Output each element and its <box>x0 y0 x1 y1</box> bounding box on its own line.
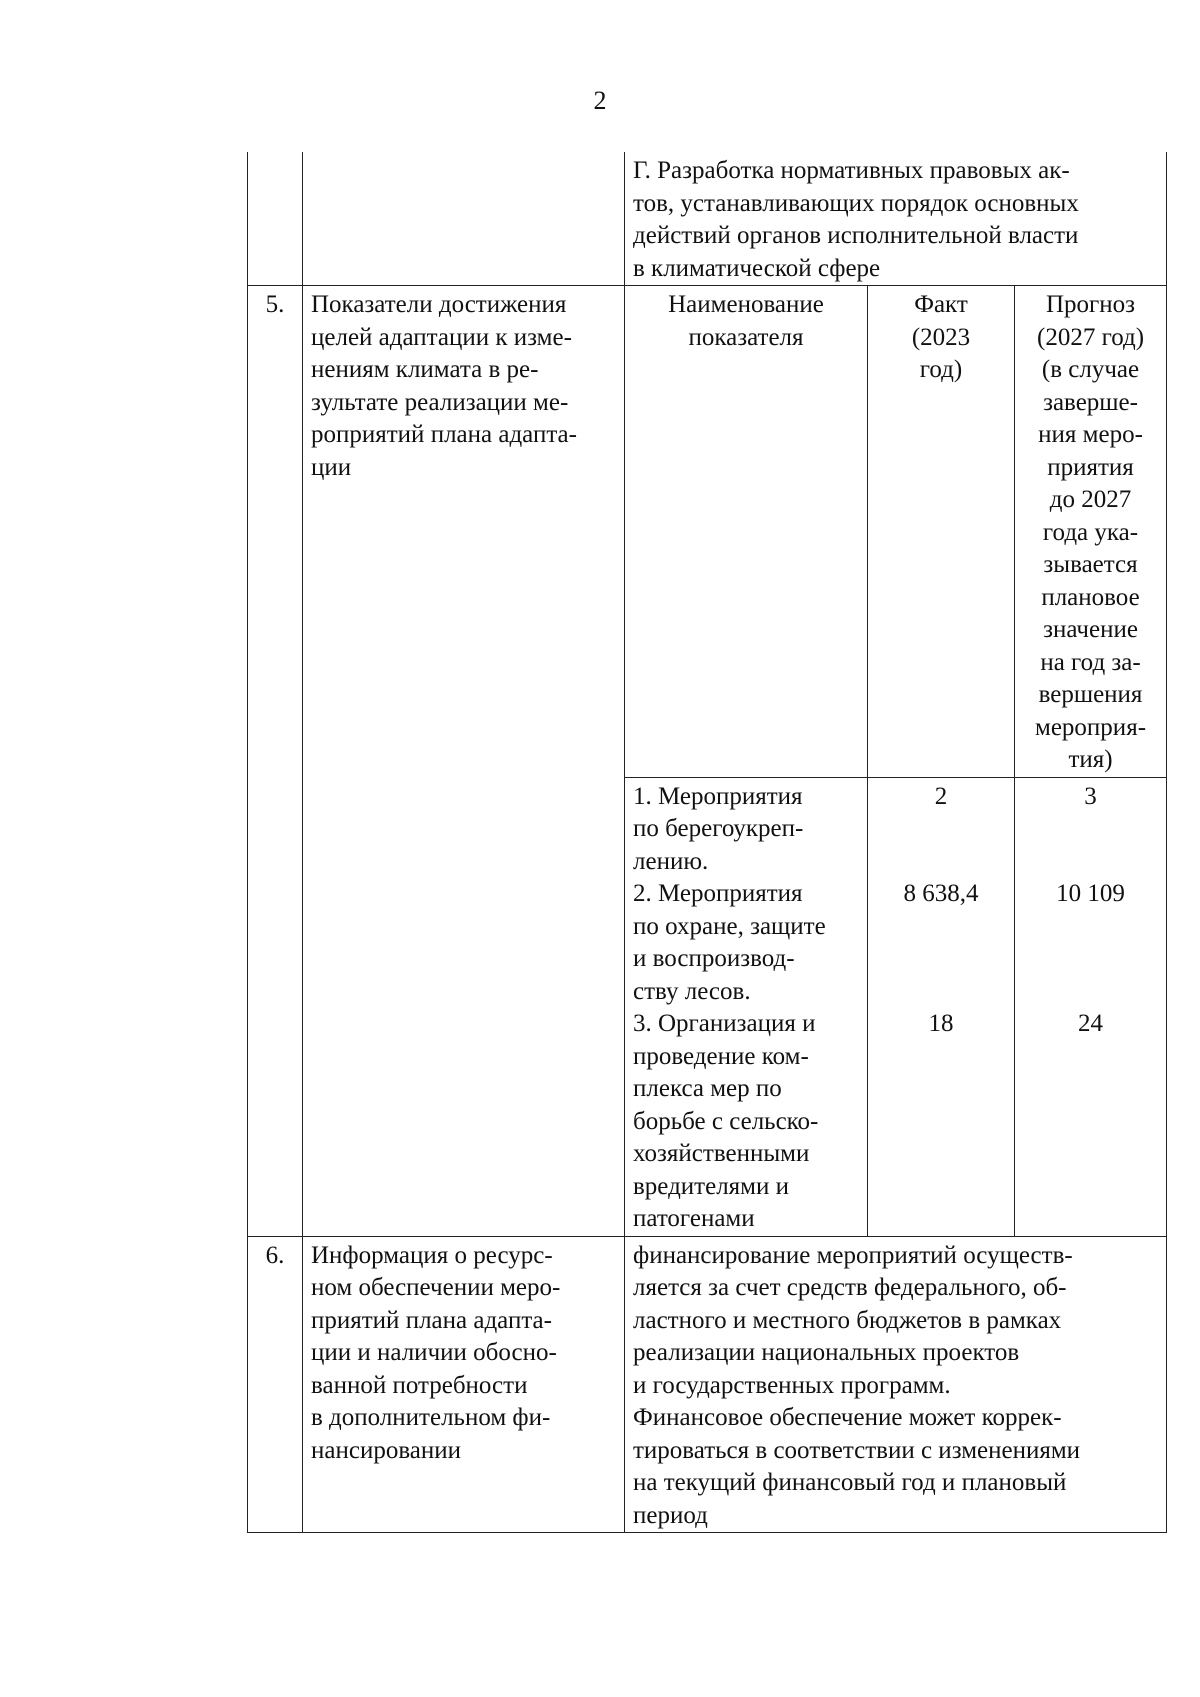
fact-header-line: год) <box>919 356 963 383</box>
row-6-label-cell <box>303 1236 625 1533</box>
row-6-content-line: ластного и местного бюджетов в рамках <box>633 1306 1062 1334</box>
indicator-name-line: по берегоукреп- <box>633 815 804 842</box>
indicator-name-line: патогенами <box>633 1205 755 1232</box>
forecast-value-3 <box>1023 1008 1158 1041</box>
indicator-name-header <box>625 286 868 778</box>
fact-header <box>868 286 1015 778</box>
row-6-number <box>248 1236 303 1533</box>
indicator-name-line: хозяйственными <box>633 1140 810 1167</box>
row-6-content-cell <box>625 1236 1167 1533</box>
row-g-label-cell <box>303 152 625 286</box>
forecast-header <box>1015 286 1167 778</box>
row-6-content-line: тироваться в соответствии с изменениями <box>633 1436 1081 1464</box>
row-6-label-line: Информация о ресурс- <box>311 1241 553 1269</box>
passport-table <box>247 152 1167 1533</box>
row-6 <box>248 1236 1167 1533</box>
row-6-label-line: ном обеспечении меро- <box>311 1274 561 1301</box>
fact-header-line: Факт <box>914 291 968 318</box>
indicator-name-line: 1. Мероприятия <box>633 782 803 810</box>
indicator-name-line: по охране, защите <box>633 912 826 940</box>
row-g <box>248 152 1167 286</box>
indicator-item-2 <box>633 878 859 1008</box>
row-6-content-line: ляется за счет средств федерального, об- <box>633 1274 1067 1301</box>
row-6-label-line: ванной потребности <box>311 1371 528 1399</box>
indicator-name-line: и воспроизвод- <box>633 945 795 972</box>
row-5-label-line: Показатели достижения <box>311 291 567 318</box>
forecast-header-line: года ука- <box>1042 518 1139 546</box>
fact-value-text: 18 <box>928 1010 954 1037</box>
fact-value-1 <box>876 781 1006 879</box>
indicator-name-header-line: показателя <box>688 323 804 351</box>
row-5-label-line: ции <box>311 453 352 481</box>
forecast-values-cell <box>1015 777 1167 1236</box>
row-g-content-cell <box>625 152 1167 286</box>
row-6-content-line: финансирование мероприятий осуществ- <box>633 1241 1073 1269</box>
row-6-label-line: приятий плана адапта- <box>311 1306 552 1334</box>
forecast-header-line: зывается <box>1043 551 1138 578</box>
row-g-line: тов, устанавливающих порядок основных <box>633 189 1079 217</box>
row-5-label-line: роприятий плана адапта- <box>311 421 577 448</box>
row-5-number <box>248 286 303 1237</box>
row-g-line: в климатической сфере <box>633 254 881 282</box>
indicator-item-3 <box>633 1008 859 1236</box>
forecast-value-2 <box>1023 878 1158 1008</box>
forecast-header-line: тия) <box>1068 746 1113 773</box>
page-number: 2 <box>593 86 607 115</box>
row-6-content-line: на текущий финансовый год и плановый <box>633 1469 1067 1496</box>
forecast-header-line: ния меро- <box>1038 421 1143 448</box>
row-5-label-line: нениям климата в ре- <box>311 356 539 383</box>
indicator-name-line: проведение ком- <box>633 1042 809 1070</box>
row-5-label-line: целей адаптации к изме- <box>311 323 572 351</box>
row-6-label-line: ции и наличии обосно- <box>311 1339 557 1366</box>
row-6-content-line: реализации национальных проектов <box>633 1339 1020 1366</box>
row-6-label-line: в дополнительном фи- <box>311 1404 551 1431</box>
forecast-header-line: на год за- <box>1040 648 1141 676</box>
row-6-content-line: и государственных программ. <box>633 1371 951 1399</box>
forecast-header-line: приятия <box>1047 453 1134 481</box>
fact-values-cell <box>868 777 1015 1236</box>
row-6-number-text: 6. <box>265 1241 285 1269</box>
row-6-content-line: Финансовое обеспечение может коррек- <box>633 1404 1062 1431</box>
indicator-name-line: плекса мер по <box>633 1075 782 1102</box>
forecast-value-text: 24 <box>1078 1010 1104 1037</box>
row-5-label-cell <box>303 286 625 1237</box>
forecast-value-1 <box>1023 781 1158 879</box>
fact-value-3 <box>876 1008 1006 1041</box>
indicator-name-line: 3. Организация и <box>633 1010 816 1037</box>
row-5-header <box>248 286 1167 778</box>
row-g-line: Г. Разработка нормативных правовых ак- <box>633 157 1070 184</box>
indicator-names-cell <box>625 777 868 1236</box>
row-5-number-text: 5. <box>265 291 285 318</box>
forecast-header-line: значение <box>1043 616 1138 643</box>
indicator-name-line: борьбе с сельско- <box>633 1107 819 1135</box>
indicator-item-1 <box>633 781 859 879</box>
row-g-line: действий органов исполнительной власти <box>633 222 1079 249</box>
row-g-number-cell <box>248 152 303 286</box>
row-5-label-line: зультате реализации ме- <box>311 388 569 416</box>
forecast-header-line: мероприя- <box>1035 713 1147 741</box>
indicator-name-line: 2. Мероприятия <box>633 880 803 907</box>
forecast-header-line: до 2027 <box>1049 486 1132 513</box>
indicator-name-line: вредителями и <box>633 1172 789 1200</box>
indicator-name-line: ству лесов. <box>633 977 751 1005</box>
forecast-header-line: заверше- <box>1043 388 1138 416</box>
fact-header-line: (2023 <box>911 323 971 351</box>
forecast-value-text: 10 109 <box>1056 880 1125 907</box>
forecast-header-line: Прогноз <box>1045 291 1136 318</box>
forecast-header-line: плановое <box>1041 583 1140 611</box>
row-6-label-line: нансировании <box>311 1436 462 1464</box>
indicator-name-header-line: Наименование <box>668 291 824 318</box>
forecast-header-line: (в случае <box>1041 356 1140 383</box>
fact-value-text: 8 638,4 <box>903 880 979 907</box>
indicator-name-line: лению. <box>633 847 709 875</box>
forecast-header-line: вершения <box>1038 681 1143 708</box>
forecast-value-text: 3 <box>1084 782 1097 810</box>
fact-value-text: 2 <box>934 782 948 810</box>
row-6-content-line: период <box>633 1501 708 1529</box>
forecast-header-line: (2027 год) <box>1037 323 1145 351</box>
fact-value-2 <box>876 878 1006 1008</box>
